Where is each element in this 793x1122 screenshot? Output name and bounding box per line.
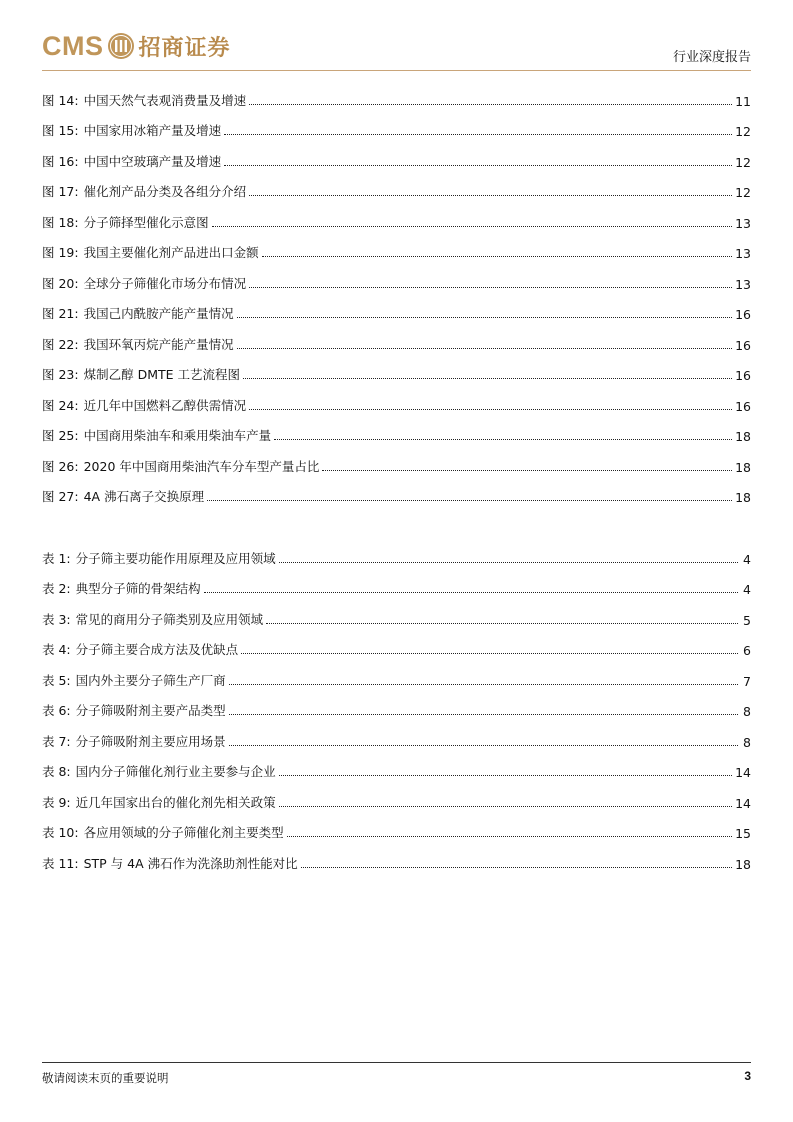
toc-entry-title: 煤制乙醇 DMTE 工艺流程图 bbox=[83, 367, 240, 382]
toc-entry-page: 12 bbox=[735, 124, 751, 139]
toc-entry-label: 图 15: bbox=[42, 123, 79, 138]
dot-leader bbox=[301, 867, 732, 868]
toc-entry[interactable] bbox=[42, 109, 751, 140]
dot-leader bbox=[207, 500, 732, 501]
toc-entry-page: 14 bbox=[735, 795, 751, 811]
dot-leader bbox=[243, 378, 732, 379]
dot-leader bbox=[229, 714, 738, 715]
toc-entry-title: 近几年中国燃料乙醇供需情况 bbox=[83, 397, 247, 413]
toc-entry-page: 16 bbox=[735, 337, 751, 353]
toc-entry[interactable] bbox=[42, 292, 751, 323]
toc-entry-page: 8 bbox=[743, 734, 751, 750]
toc-entry[interactable] bbox=[42, 139, 751, 170]
dot-leader bbox=[224, 134, 732, 135]
toc-entry[interactable] bbox=[42, 231, 751, 262]
toc-entry-label: 图 21: bbox=[42, 306, 79, 321]
toc-entry-label: 表 11: bbox=[42, 855, 79, 871]
toc-entry[interactable] bbox=[42, 628, 751, 659]
toc-entry-label: 图 19: bbox=[42, 245, 79, 260]
company-logo bbox=[42, 26, 231, 66]
toc-entry[interactable] bbox=[42, 414, 751, 445]
toc-entry-page: 8 bbox=[743, 704, 751, 719]
toc-entry[interactable] bbox=[42, 597, 751, 628]
toc-entry-label: 图 26: bbox=[42, 458, 79, 474]
dot-leader bbox=[249, 287, 732, 288]
logo-chinese-text: 招商证券 bbox=[138, 35, 231, 61]
dot-leader bbox=[237, 317, 732, 318]
dot-leader bbox=[237, 348, 732, 349]
toc-entry[interactable] bbox=[42, 689, 751, 720]
toc-entry-page: 13 bbox=[735, 246, 751, 261]
toc-entry[interactable] bbox=[42, 719, 751, 750]
toc-entry-title: 分子筛吸附剂主要产品类型 bbox=[75, 703, 226, 718]
toc-entry[interactable] bbox=[42, 78, 751, 109]
toc-entry-label: 表 8: bbox=[42, 764, 71, 779]
toc-entry[interactable] bbox=[42, 170, 751, 201]
toc-entry[interactable] bbox=[42, 475, 751, 506]
toc-entry[interactable] bbox=[42, 444, 751, 475]
toc-entry-title: 近几年国家出台的催化剂先相关政策 bbox=[75, 794, 276, 810]
dot-leader bbox=[249, 409, 732, 410]
toc-entry-title: 中国家用冰箱产量及增速 bbox=[83, 123, 222, 138]
toc-entry-page: 16 bbox=[735, 368, 751, 383]
toc-entry[interactable] bbox=[42, 811, 751, 842]
toc-entry-page: 5 bbox=[743, 612, 751, 628]
toc-entry-page: 13 bbox=[735, 276, 751, 292]
toc-entry-label: 表 4: bbox=[42, 642, 71, 657]
dot-leader bbox=[287, 836, 732, 837]
toc-entry-label: 图 17: bbox=[42, 184, 79, 199]
toc-entry-title: 国内分子筛催化剂行业主要参与企业 bbox=[75, 764, 276, 779]
toc-entry-label: 表 1: bbox=[42, 550, 71, 566]
report-type: 行业深度报告 bbox=[672, 50, 751, 65]
dot-leader bbox=[279, 562, 738, 563]
figure-index-list bbox=[42, 78, 751, 505]
dot-leader bbox=[266, 623, 738, 624]
toc-entry-page: 12 bbox=[735, 154, 751, 170]
toc-entry-label: 图 18: bbox=[42, 214, 79, 230]
toc-entry-title: 全球分子筛催化市场分布情况 bbox=[83, 275, 247, 291]
toc-entry-title: 典型分子筛的骨架结构 bbox=[75, 581, 201, 596]
header-divider bbox=[42, 70, 751, 71]
toc-entry-page: 18 bbox=[735, 856, 751, 872]
toc-entry[interactable] bbox=[42, 261, 751, 292]
dot-leader bbox=[262, 256, 732, 257]
toc-entry[interactable] bbox=[42, 567, 751, 598]
toc-entry-page: 7 bbox=[743, 673, 751, 689]
toc-entry-title: 国内外主要分子筛生产厂商 bbox=[75, 672, 226, 688]
dot-leader bbox=[241, 653, 738, 654]
toc-entry[interactable] bbox=[42, 658, 751, 689]
logo-latin-text: CMS bbox=[42, 30, 104, 61]
logo-emblem-icon bbox=[107, 32, 135, 60]
toc-entry-page: 14 bbox=[735, 765, 751, 780]
page-header bbox=[42, 26, 751, 72]
toc-entry-label: 表 2: bbox=[42, 581, 71, 596]
toc-entry[interactable] bbox=[42, 322, 751, 353]
toc-entry-title: 我国环氧丙烷产能产量情况 bbox=[83, 336, 234, 352]
dot-leader bbox=[229, 684, 738, 685]
footer-notice: 敬请阅读末页的重要说明 bbox=[42, 1071, 169, 1085]
dot-leader bbox=[279, 775, 732, 776]
page-number: 3 bbox=[744, 1069, 751, 1083]
toc-entry-title: 我国己内酰胺产能产量情况 bbox=[83, 306, 234, 321]
toc-entry-label: 图 25: bbox=[42, 428, 79, 443]
toc-entry-title: 各应用领域的分子筛催化剂主要类型 bbox=[83, 825, 284, 840]
toc-entry-page: 16 bbox=[735, 307, 751, 322]
toc-entry-label: 图 23: bbox=[42, 367, 79, 382]
toc-entry-page: 12 bbox=[735, 185, 751, 200]
dot-leader bbox=[224, 165, 732, 166]
dot-leader bbox=[322, 470, 732, 471]
toc-entry-label: 表 3: bbox=[42, 611, 71, 627]
toc-entry-title: 中国商用柴油车和乘用柴油车产量 bbox=[83, 428, 272, 443]
toc-entry-page: 13 bbox=[735, 215, 751, 231]
toc-entry-label: 图 16: bbox=[42, 153, 79, 169]
toc-entry-page: 15 bbox=[735, 826, 751, 841]
toc-entry-page: 18 bbox=[735, 459, 751, 475]
toc-entry-title: 分子筛主要功能作用原理及应用领域 bbox=[75, 550, 276, 566]
toc-entry-title: 中国天然气表观消费量及增速 bbox=[83, 92, 247, 108]
toc-entry-page: 18 bbox=[735, 429, 751, 444]
toc-entry-title: 分子筛吸附剂主要应用场景 bbox=[75, 733, 226, 749]
toc-entry-title: 4A 沸石离子交换原理 bbox=[83, 489, 205, 504]
dot-leader bbox=[212, 226, 732, 227]
toc-entry-title: STP 与 4A 沸石作为洗涤助剂性能对比 bbox=[83, 855, 298, 871]
toc-entry-title: 催化剂产品分类及各组分介绍 bbox=[83, 184, 247, 199]
toc-entry-label: 表 9: bbox=[42, 794, 71, 810]
toc-entry-label: 图 22: bbox=[42, 336, 79, 352]
dot-leader bbox=[229, 745, 738, 746]
toc-entry-title: 常见的商用分子筛类别及应用领域 bbox=[75, 611, 264, 627]
toc-entry-label: 图 24: bbox=[42, 397, 79, 413]
toc-entry-title: 分子筛择型催化示意图 bbox=[83, 214, 209, 230]
toc-entry-page: 6 bbox=[743, 643, 751, 658]
toc-entry-label: 图 20: bbox=[42, 275, 79, 291]
toc-entry-title: 我国主要催化剂产品进出口金额 bbox=[83, 245, 259, 260]
toc-entry[interactable] bbox=[42, 200, 751, 231]
toc-entry-title: 2020 年中国商用柴油汽车分车型产量占比 bbox=[83, 458, 320, 474]
toc-entry-title: 中国中空玻璃产量及增速 bbox=[83, 153, 222, 169]
dot-leader bbox=[279, 806, 732, 807]
dot-leader bbox=[249, 195, 732, 196]
toc-entry-page: 16 bbox=[735, 398, 751, 414]
toc-entry[interactable] bbox=[42, 780, 751, 811]
toc-entry-page: 4 bbox=[743, 551, 751, 567]
toc-entry-label: 表 7: bbox=[42, 733, 71, 749]
table-index-list bbox=[42, 536, 751, 872]
toc-entry-title: 分子筛主要合成方法及优缺点 bbox=[75, 642, 239, 657]
toc-entry-label: 表 5: bbox=[42, 672, 71, 688]
footer-divider bbox=[42, 1062, 751, 1063]
dot-leader bbox=[204, 592, 738, 593]
toc-entry-label: 表 6: bbox=[42, 703, 71, 718]
toc-entry[interactable] bbox=[42, 353, 751, 384]
toc-entry[interactable] bbox=[42, 841, 751, 872]
dot-leader bbox=[274, 439, 732, 440]
toc-entry[interactable] bbox=[42, 750, 751, 781]
toc-entry-page: 11 bbox=[735, 93, 751, 109]
toc-entry-page: 18 bbox=[735, 490, 751, 505]
toc-entry-label: 表 10: bbox=[42, 825, 79, 840]
toc-entry[interactable] bbox=[42, 383, 751, 414]
toc-entry[interactable] bbox=[42, 536, 751, 567]
toc-entry-label: 图 14: bbox=[42, 92, 79, 108]
toc-entry-page: 4 bbox=[743, 582, 751, 597]
dot-leader bbox=[249, 104, 732, 105]
toc-entry-label: 图 27: bbox=[42, 489, 79, 504]
